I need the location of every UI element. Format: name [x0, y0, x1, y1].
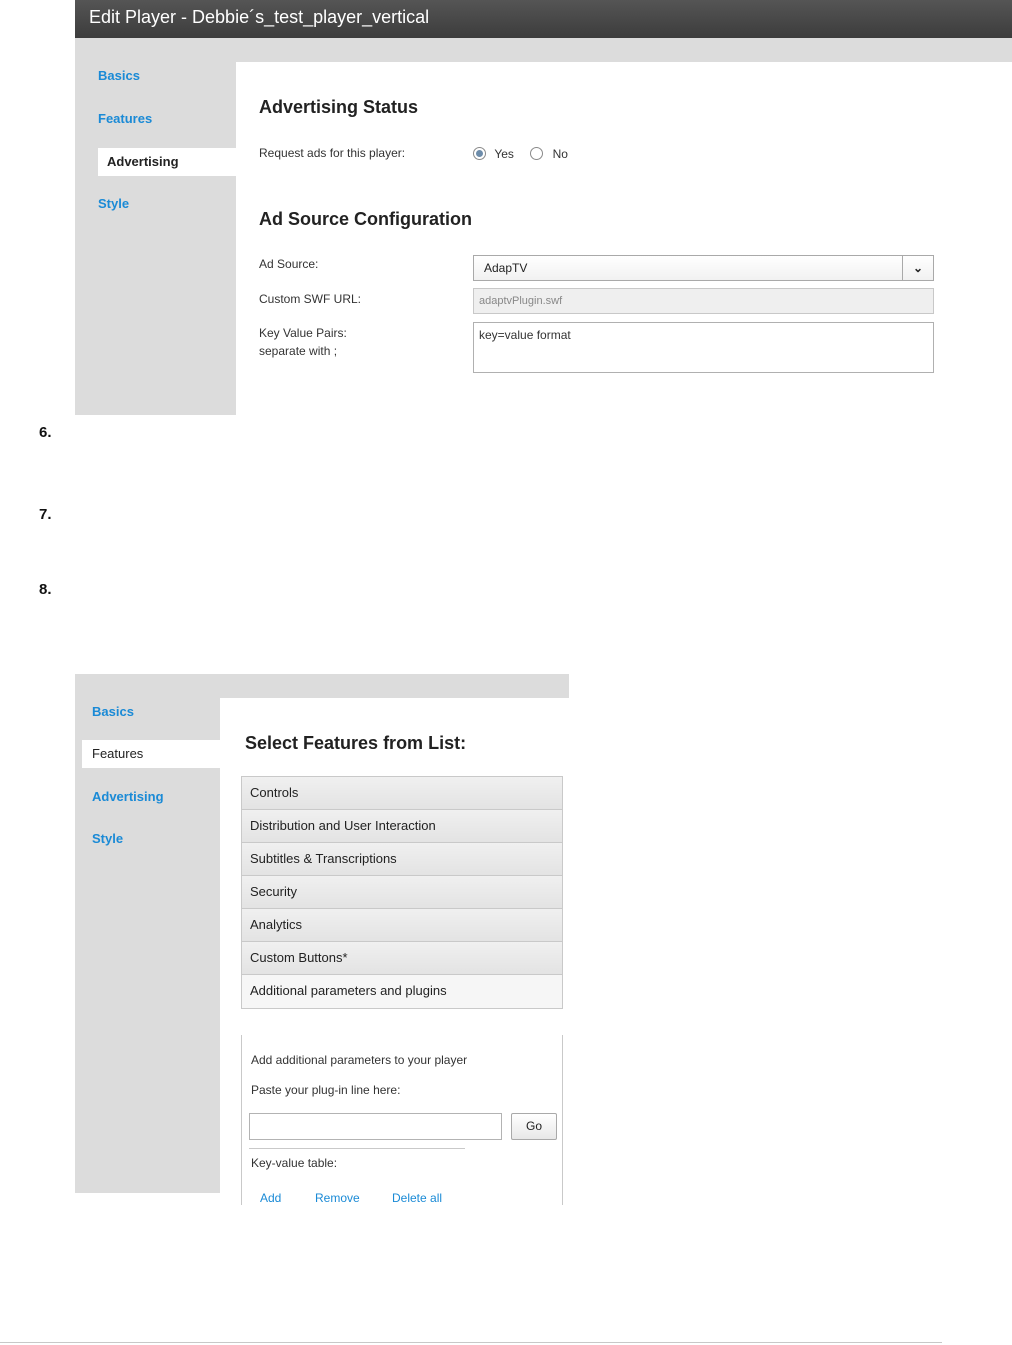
chevron-down-icon[interactable]: ⌄ [902, 256, 933, 280]
no-radio-label: No [552, 147, 568, 161]
sidebar-item-advertising[interactable]: Advertising [98, 148, 236, 176]
advertising-panel [236, 62, 1012, 415]
step-number: 7. [39, 506, 52, 523]
divider [249, 1148, 465, 1149]
accordion-item-security[interactable]: Security [242, 876, 562, 909]
select-features-heading: Select Features from List: [245, 733, 467, 753]
sidebar-item-basics[interactable]: Basics [98, 68, 140, 83]
window-title: Edit Player - Debbie´s_test_player_vertical [75, 0, 1012, 38]
additional-parameters-body [241, 1035, 563, 1205]
sidebar-item-style[interactable]: Style [92, 831, 124, 846]
additional-params-intro: Add additional parameters to your player [251, 1053, 468, 1067]
custom-swf-input: adaptvPlugin.swf [473, 288, 934, 314]
request-ads-radio-group [473, 147, 568, 161]
sidebar-item-features[interactable]: Features [98, 111, 153, 126]
features-accordion [241, 776, 563, 1009]
plugin-line-input[interactable] [249, 1113, 502, 1140]
features-window [75, 674, 569, 1205]
remove-link[interactable]: Remove [315, 1191, 360, 1205]
accordion-item-analytics[interactable]: Analytics [242, 909, 562, 942]
accordion-item-subtitles[interactable]: Subtitles & Transcriptions [242, 843, 562, 876]
sidebar-item-features[interactable]: Features [82, 740, 220, 768]
edit-player-window [75, 0, 1012, 415]
key-value-label [259, 324, 347, 360]
key-value-label-line2: separate with ; [259, 344, 338, 358]
accordion-item-distribution[interactable]: Distribution and User Interaction [242, 810, 562, 843]
ad-source-label: Ad Source: [259, 257, 319, 271]
accordion-item-controls[interactable]: Controls [242, 777, 562, 810]
sidebar-item-basics[interactable]: Basics [92, 704, 134, 719]
delete-all-link[interactable]: Delete all [392, 1191, 443, 1205]
paste-plugin-label: Paste your plug-in line here: [251, 1083, 401, 1097]
ad-source-value: AdapTV [484, 261, 528, 275]
sidebar-item-advertising[interactable]: Advertising [92, 789, 164, 804]
footer-divider [0, 1342, 942, 1343]
add-link[interactable]: Add [260, 1191, 282, 1205]
custom-swf-label: Custom SWF URL: [259, 292, 362, 306]
key-value-table-label: Key-value table: [251, 1156, 338, 1170]
ad-source-config-heading: Ad Source Configuration [259, 209, 472, 229]
request-ads-label: Request ads for this player: [259, 146, 406, 160]
key-value-textarea[interactable]: key=value format [473, 322, 934, 373]
sidebar-item-style[interactable]: Style [98, 196, 130, 211]
accordion-item-additional-parameters[interactable]: Additional parameters and plugins [242, 975, 562, 1008]
advertising-status-heading: Advertising Status [259, 97, 419, 117]
sidebar [75, 698, 220, 1193]
key-value-label-line1: Key Value Pairs: [259, 326, 347, 340]
accordion-item-custom-buttons[interactable]: Custom Buttons* [242, 942, 562, 975]
step-number: 6. [39, 424, 52, 441]
sidebar [75, 38, 236, 415]
no-radio[interactable] [530, 147, 543, 160]
features-panel [220, 698, 569, 1205]
yes-radio-label: Yes [494, 147, 514, 161]
ad-source-select[interactable] [473, 255, 934, 281]
step-number: 8. [39, 581, 52, 598]
go-button[interactable]: Go [511, 1113, 557, 1140]
yes-radio[interactable] [473, 147, 486, 160]
